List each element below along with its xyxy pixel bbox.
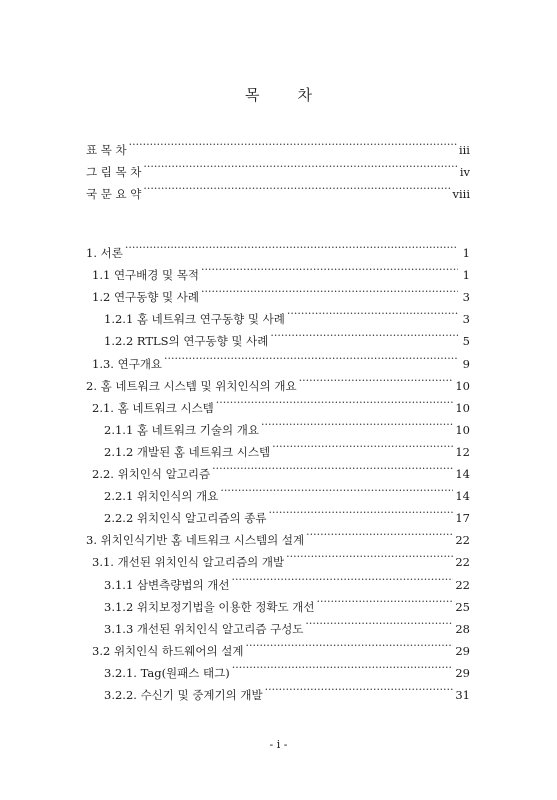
dot-leader [305,615,453,633]
page-title [0,84,557,105]
dot-leader [220,482,453,500]
entry-label: 3.1.3 개선된 위치인식 알고리즘 구성도 [104,622,304,636]
entry-label: 1.2.1 홈 네트워크 연구동향 및 사례 [104,312,285,326]
page-number-footer: - i - [269,738,288,751]
entry-label: 1.2 연구동향 및 사례 [92,290,200,304]
entry-page-number: iv [459,165,470,179]
entry-label: 그 림 목 차 [86,165,142,179]
title-first-char: 목 [245,86,260,104]
toc-entry[interactable] [104,305,470,326]
entry-label: 1. 서론 [86,246,123,260]
dot-leader [299,372,454,390]
entry-label: 3.1. 개선된 위치인식 알고리즘의 개발 [92,555,285,569]
dot-leader [317,593,454,611]
entry-label: 1.3. 연구개요 [92,357,163,371]
dot-leader [201,261,458,279]
entry-label: 2.1. 홈 네트워크 시스템 [92,401,214,415]
toc-entry[interactable] [92,394,470,415]
entry-page-number: 3 [462,290,470,304]
entry-page-number: 10 [455,401,470,415]
entry-label: 3.1.2 위치보정기법을 이용한 정확도 개선 [104,600,315,614]
entry-page-number: 14 [455,467,470,481]
entry-label: 1.1 연구배경 및 목적 [92,268,200,282]
entry-label: 국 문 요 약 [86,187,142,201]
entry-label: 3.2 위치인식 하드웨어의 설계 [92,644,244,658]
front-matter-entry[interactable] [86,136,470,157]
toc-entry[interactable] [104,593,470,614]
dot-leader [212,460,453,478]
entry-label: 2.1.2 개발된 홈 네트워크 시스템 [104,445,271,459]
entry-page-number: 12 [455,445,470,459]
toc-entry[interactable] [86,372,470,393]
front-matter-entry[interactable] [86,180,470,201]
entry-label: 2.2.1 위치인식의 개요 [104,489,219,503]
front-matter-entry[interactable] [86,158,470,179]
dot-leader [143,158,457,176]
entry-label: 3. 위치인식기반 홈 네트워크 시스템의 설계 [86,533,305,547]
entry-label: 2.2.2 위치인식 알고리즘의 종류 [104,511,267,525]
toc-entry[interactable] [104,659,470,680]
dot-leader [270,327,458,345]
toc-entry[interactable] [92,548,470,569]
toc-entry[interactable] [104,615,470,636]
entry-label: 2. 홈 네트워크 시스템 및 위치인식의 개요 [86,379,297,393]
toc-entry[interactable] [104,504,470,525]
dot-leader [287,305,458,323]
entry-page-number: 22 [455,533,470,547]
toc-entry[interactable] [104,416,470,437]
toc-entry[interactable] [86,239,470,260]
entry-page-number: 9 [462,357,470,371]
entry-page-number: 5 [462,334,470,348]
entry-page-number: 10 [455,423,470,437]
dot-leader [261,416,453,434]
toc-entry[interactable] [92,637,470,658]
toc-entry[interactable] [86,526,470,547]
toc-entry[interactable] [92,460,470,481]
entry-page-number: 3 [462,312,470,326]
entry-page-number: 29 [455,666,470,680]
entry-label: 3.2.1. Tag(원패스 태그) [104,666,230,680]
dot-leader [245,637,453,655]
entry-label: 2.2. 위치인식 알고리즘 [92,467,211,481]
entry-page-number: 28 [455,622,470,636]
toc-entry[interactable] [104,571,470,592]
dot-leader [268,504,453,522]
dot-leader [232,659,454,677]
entry-page-number: iii [458,143,470,157]
dot-leader [164,350,458,368]
dot-leader [272,438,453,456]
dot-leader [125,239,458,257]
entry-page-number: 22 [455,578,470,592]
dot-leader [201,283,458,301]
entry-page-number: 1 [462,246,470,260]
entry-page-number: viii [452,187,470,201]
toc-entry[interactable] [92,283,470,304]
entry-page-number: 14 [455,489,470,503]
entry-page-number: 31 [455,688,470,702]
toc-entry[interactable] [104,681,470,702]
entry-page-number: 25 [455,600,470,614]
toc-entry[interactable] [104,438,470,459]
dot-leader [143,180,450,198]
entry-label: 1.2.2 RTLS의 연구동향 및 사례 [104,334,269,348]
entry-label: 표 목 차 [86,143,127,157]
entry-page-number: 22 [455,555,470,569]
entry-page-number: 29 [455,644,470,658]
toc-entry[interactable] [104,482,470,503]
toc-entry[interactable] [92,261,470,282]
entry-label: 3.2.2. 수신기 및 중계기의 개발 [104,688,263,702]
entry-page-number: 17 [455,511,470,525]
dot-leader [306,526,453,544]
dot-leader [231,571,453,589]
dot-leader [216,394,454,412]
toc-entry[interactable] [104,327,470,348]
entry-label: 2.1.1 홈 네트워크 기술의 개요 [104,423,259,437]
dot-leader [129,136,457,154]
toc-entry[interactable] [92,350,470,371]
title-second-char: 차 [297,86,312,104]
entry-label: 3.1.1 삼변측량법의 개선 [104,578,230,592]
entry-page-number: 1 [462,268,470,282]
entry-page-number: 10 [455,379,470,393]
dot-leader [265,681,454,699]
dot-leader [286,548,453,566]
